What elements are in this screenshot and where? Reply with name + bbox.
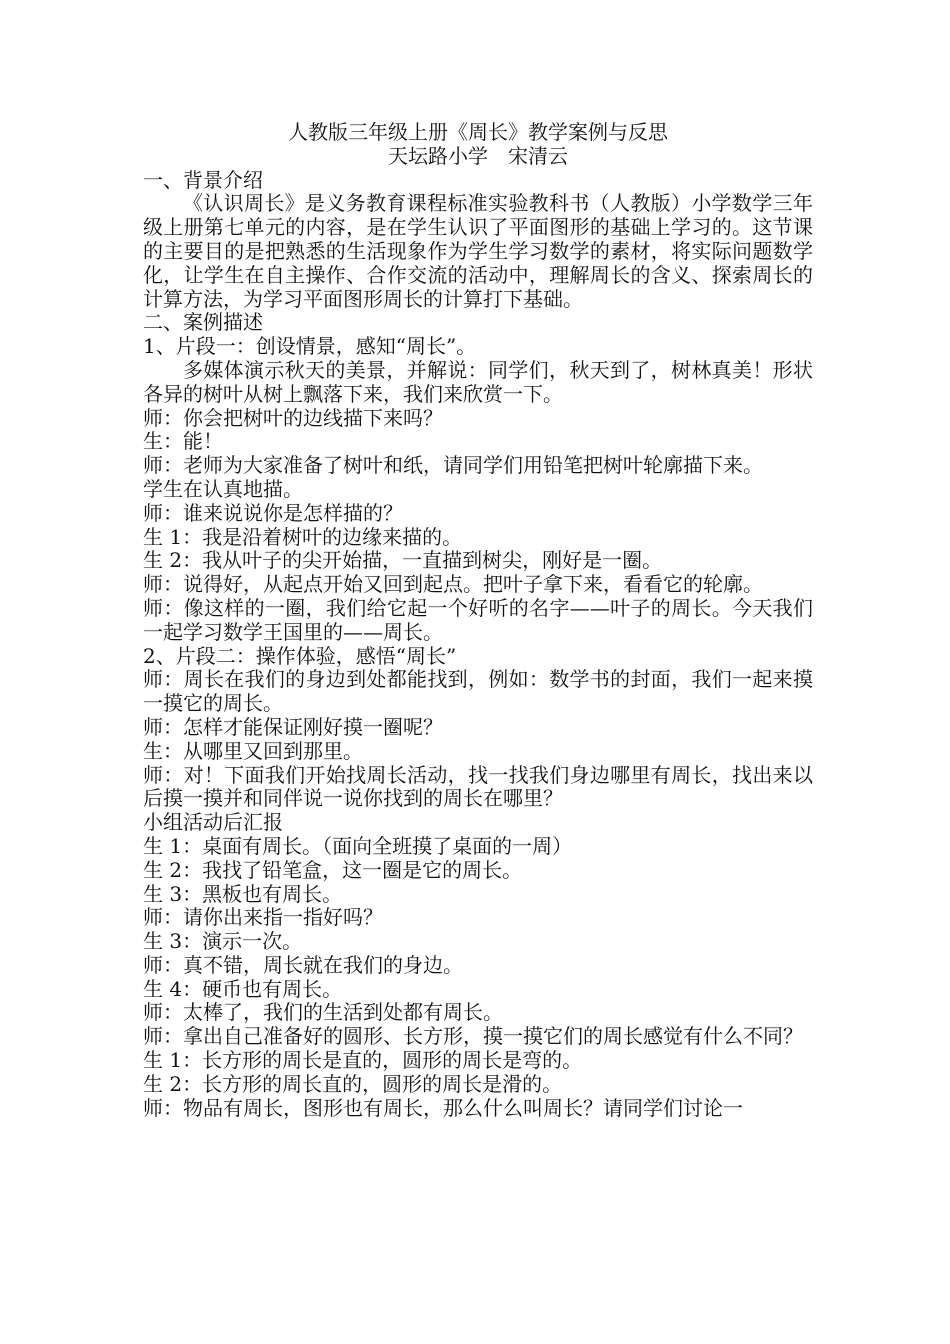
dialogue-block-c [143, 811, 813, 1025]
dialogue-line: 生 1：长方形的周长是直的，圆形的周长是弯的。 [143, 1048, 583, 1073]
dialogue-block-d [143, 1049, 813, 1120]
dialogue-line: 师：怎样才能保证刚好摸一圈呢？ [143, 714, 443, 739]
document-body [143, 121, 813, 1120]
segment-one-heading: 1、片段一：创设情景，感知“周长”。 [143, 334, 477, 359]
document-title: 人教版三年级上册《周长》教学案例与反思 [288, 120, 668, 144]
dialogue-line: 生 2：我从叶子的尖开始描，一直描到树尖，刚好是一圈。 [143, 548, 663, 573]
section-heading-background: 一、背景介绍 [143, 167, 263, 192]
background-paragraph: 《认识周长》是义务教育课程标准实验教科书（人教版）小学数学三年级上册第七单元的内容，是在学生认识了平面图形的基础上学习的。这节课的主要目的是把熟悉的生活现象作为学生学习数学的素材，将实际问题数学化，让学生在自主操作、合作交流的活动中，理解周长的含义、探索周长的计算方法，为学习平面图形周长的计算打下基础。 [143, 191, 813, 311]
dialogue-line: 生 4：硬币也有周长。 [143, 976, 343, 1001]
dialogue-line: 师：真不错，周长就在我们的身边。 [143, 952, 463, 977]
dialogue-line: 生 1：桌面有周长。（面向全班摸了桌面的一周） [143, 833, 573, 858]
dialogue-line: 生：能！ [143, 429, 223, 454]
dialogue-line: 师：老师为大家准备了树叶和纸，请同学们用铅笔把树叶轮廓描下来。 [143, 453, 763, 478]
dialogue-line: 师：太棒了，我们的生活到处都有周长。 [143, 1000, 503, 1025]
dialogue-line: 生 2：我找了铅笔盒，这一圈是它的周长。 [143, 857, 523, 882]
dialogue-line: 师：你会把树叶的边线描下来吗？ [143, 405, 443, 430]
dialogue-line: 学生在认真地描。 [143, 476, 303, 501]
dialogue-line: 生 2：长方形的周长直的，圆形的周长是滑的。 [143, 1071, 563, 1096]
dialogue-line: 生 3：演示一次。 [143, 929, 303, 954]
dialogue-line: 师：谁来说说你是怎样描的？ [143, 500, 403, 525]
dialogue-line: 生 1：我是沿着树叶的边缘来描的。 [143, 524, 463, 549]
dialogue-line: 生：从哪里又回到那里。 [143, 738, 363, 763]
dialogue-paragraph: 师：像这样的一圈，我们给它起一个好听的名字——叶子的周长。今天我们一起学习数学王国里的——周长。 [143, 595, 813, 644]
section-heading-case: 二、案例描述 [143, 310, 263, 335]
dialogue-line: 师：说得好，从起点开始又回到起点。把叶子拿下来，看看它的轮廓。 [143, 572, 763, 597]
author-line: 天坛路小学 宋清云 [388, 143, 568, 168]
segment-two-heading: 2、片段二：操作体验，感悟“周长” [143, 643, 457, 668]
segment-one-intro-paragraph: 多媒体演示秋天的美景，并解说：同学们，秋天到了，树林真美！形状各异的树叶从树上飘落下来，我们来欣赏一下。 [143, 357, 813, 406]
dialogue-line: 生 3：黑板也有周长。 [143, 881, 343, 906]
dialogue-paragraph: 师：周长在我们的身边到处都能找到，例如：数学书的封面，我们一起来摸一摸它的周长。 [143, 667, 813, 716]
dialogue-line: 师：物品有周长，图形也有周长，那么什么叫周长？请同学们讨论一 [143, 1095, 743, 1120]
dialogue-line: 小组活动后汇报 [143, 810, 283, 835]
dialogue-block-a [143, 407, 813, 597]
dialogue-paragraph: 师：拿出自己准备好的圆形、长方形，摸一摸它们的周长感觉有什么不同？ [143, 1024, 803, 1049]
dialogue-paragraph: 师：对！下面我们开始找周长活动，找一找我们身边哪里有周长，找出来以后摸一摸并和同伴说一说你找到的周长在哪里？ [143, 762, 813, 811]
dialogue-block-b [143, 716, 813, 764]
dialogue-line: 师：请你出来指一指好吗？ [143, 905, 383, 930]
